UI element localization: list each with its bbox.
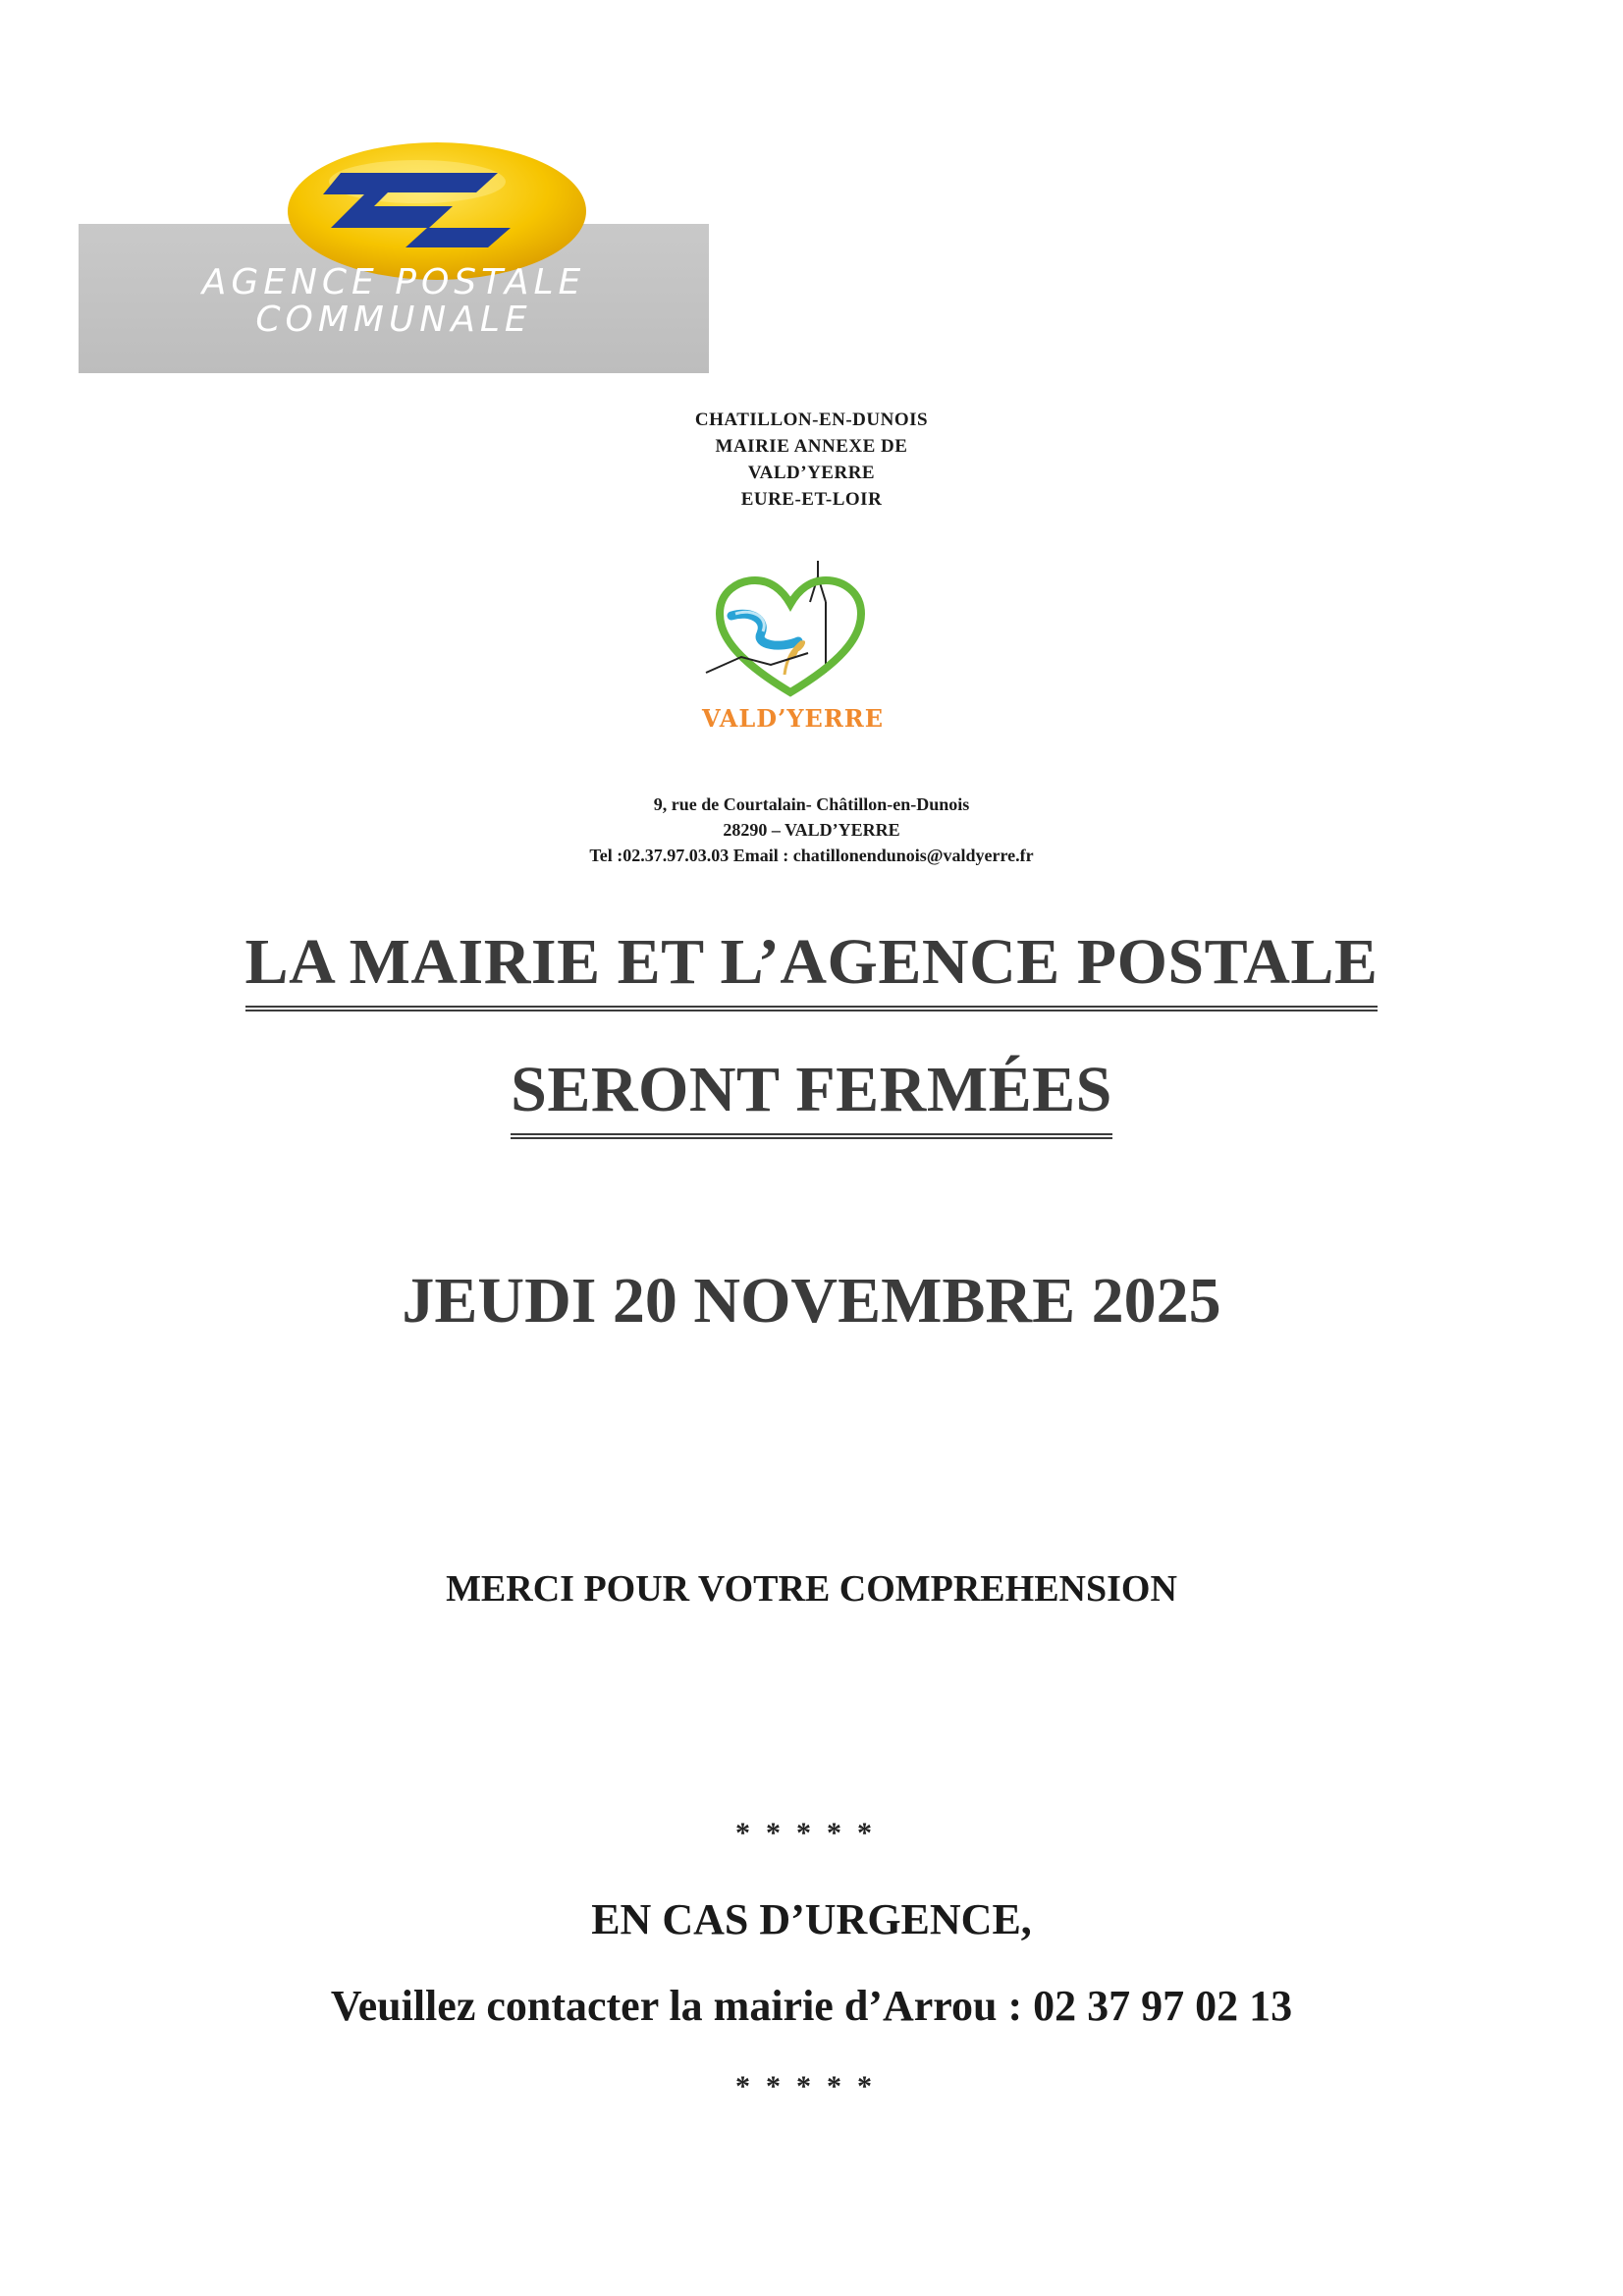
address-street: 9, rue de Courtalain- Châtillon-en-Dunois <box>653 794 970 814</box>
municipality-header <box>0 407 1623 513</box>
separator-stars: ***** <box>735 2070 888 2103</box>
notice-title-line2-wrap <box>0 1051 1623 1139</box>
valdyerre-logo <box>702 555 885 751</box>
logo-text-line2: COMMUNALE <box>255 300 532 340</box>
logo-text-line1: AGENCE POSTALE <box>201 262 586 302</box>
agence-postale-logo <box>79 137 709 373</box>
header-line: VALD’YERRE <box>747 463 876 483</box>
notice-title-line1-wrap <box>0 923 1623 1011</box>
address-city: 28290 – VALD’YERRE <box>723 820 900 840</box>
notice-title-line2: SERONT FERMÉES <box>511 1051 1112 1139</box>
urgency-heading: EN CAS D’URGENCE, <box>591 1895 1032 1943</box>
notice-title-line1: LA MAIRIE ET L’AGENCE POSTALE <box>245 923 1379 1011</box>
separator-stars: ***** <box>735 1817 888 1849</box>
thanks-message: MERCI POUR VOTRE COMPREHENSION <box>446 1568 1177 1610</box>
urgency-contact: Veuillez contacter la mairie d’Arrou : 02 37 97 02 13 <box>330 1982 1293 2030</box>
address-block <box>0 792 1623 868</box>
heart-church-icon <box>702 555 879 712</box>
closure-date: JEUDI 20 NOVEMBRE 2025 <box>402 1265 1221 1337</box>
header-line: MAIRIE ANNEXE DE <box>715 436 908 457</box>
header-line: EURE-ET-LOIR <box>740 489 883 510</box>
valdyerre-wordmark: VALD’YERRE <box>702 704 885 733</box>
header-line: CHATILLON-EN-DUNOIS <box>694 410 929 430</box>
address-contact: Tel :02.37.97.03.03 Email : chatillonendunois@valdyerre.fr <box>589 846 1034 865</box>
